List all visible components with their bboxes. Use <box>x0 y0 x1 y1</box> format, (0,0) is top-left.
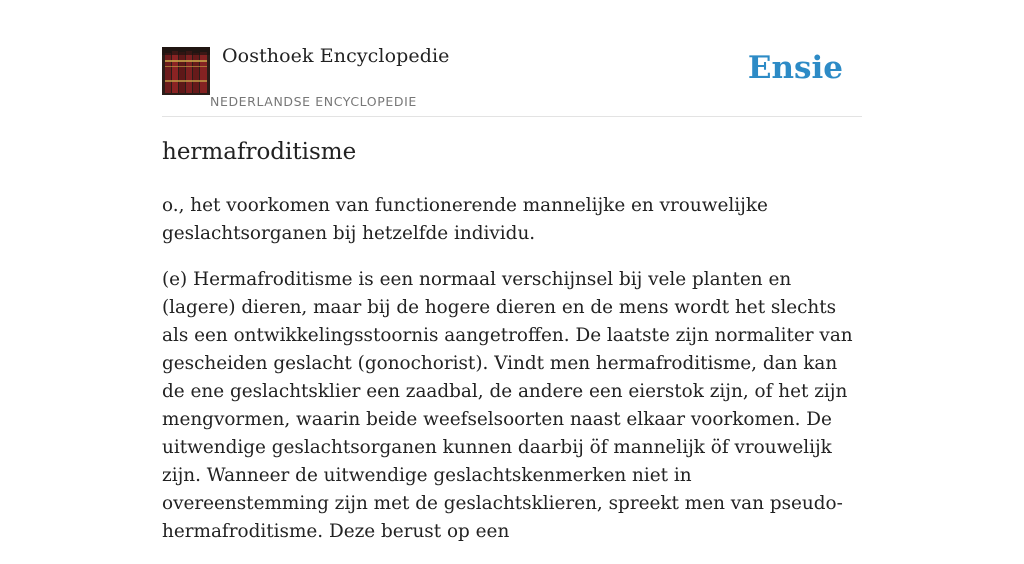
explanation-paragraph: (e) Hermafroditisme is een normaal verschijnsel bij vele planten en (lagere) dieren, maar bij de hogere dieren en de mens wordt het slechts als een ontwikkelingsstoornis aangetroffen. De laatste zijn normaliter van gescheiden geslacht (gonochorist). Vindt men hermafroditisme, dan kan de ene geslachtsklier een zaadbal, de andere een eierstok zijn, of het zijn mengvormen, waarin beide weefselsoorten naast elkaar voorkomen. De uitwendige geslachtsorganen kunnen daarbij öf mannelijk öf vrouwelijk zijn. Wanneer de uitwendige geslachtskenmerken niet in overeenstemming zijn met de geslachtsklieren, spreekt men van pseudo-hermafroditisme. Deze berust op een <box>162 269 853 542</box>
definition-paragraph: o., het voorkomen van functionerende mannelijke en vrouwelijke geslachtsorganen bij hetzelfde individu. <box>162 195 768 244</box>
brand-logo[interactable]: Ensie <box>747 50 843 86</box>
article-title: hermafroditisme <box>162 139 357 165</box>
encyclopedia-books-icon[interactable] <box>162 47 210 95</box>
page-header <box>162 0 862 117</box>
source-title[interactable]: Oosthoek Encyclopedie <box>222 45 450 67</box>
source-subtitle: NEDERLANDSE ENCYCLOPEDIE <box>210 94 417 109</box>
article-body <box>162 192 862 564</box>
